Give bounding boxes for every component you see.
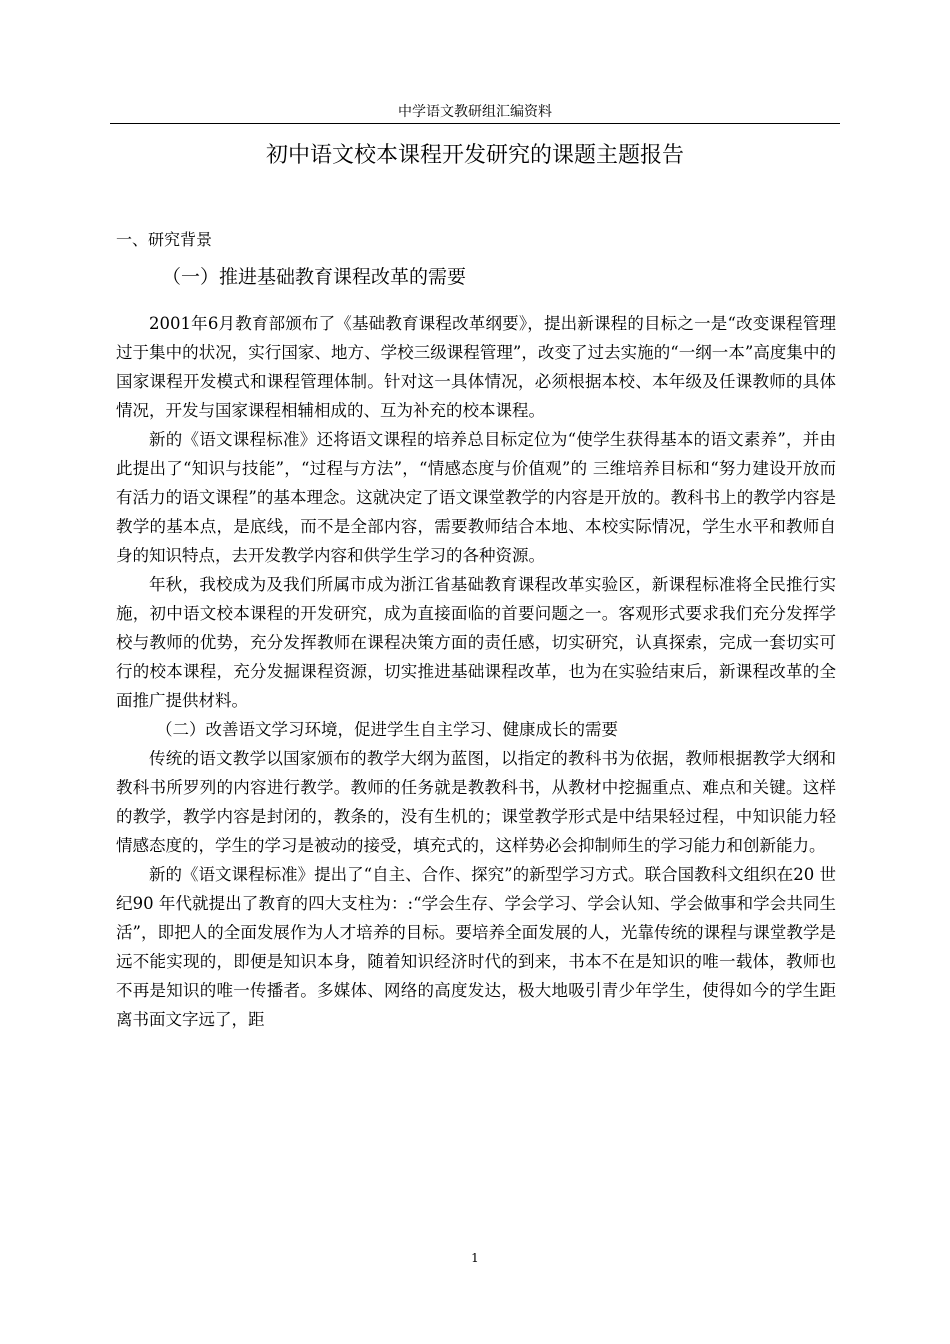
paragraph-5: 新的《语文课程标准》提出了“自主、合作、探究”的新型学习方式。联合国教科文组织在20 世纪90 年代就提出了教育的四大支柱为：:“学会生存、学会学习、学会认知、学会做事和学会共同生活”，即把人的全面发展作为人才培养的目标。要培养全面发展的人，光靠传统的课程与课堂教学是远不能实现的，即便是知识本身，随着知识经济时代的到来，书本不在是知识的唯一载体，教师也不再是知识的唯一传播者。多媒体、网络的高度发达，极大地吸引青少年学生，使得如今的学生距离书面文字远了，距: [116, 865, 836, 1029]
header-rule: [110, 123, 840, 124]
paragraph-3: 年秋，我校成为及我们所属市成为浙江省基础教育课程改革实验区，新课程标准将全民推行实施，初中语文校本课程的开发研究，成为直接面临的首要问题之一。客观形式要求我们充分发挥学校与教师的优势，充分发挥教师在课程决策方面的责任感，切实研究，认真探索，完成一套切实可行的校本课程，充分发掘课程资源，切实推进基础课程改革，也为在实验结束后，新课程改革的全面推广提供材料。: [116, 575, 836, 710]
paragraph-4: 传统的语文教学以国家颁布的教学大纲为蓝图，以指定的教科书为依据，教师根据教学大纲和教科书所罗列的内容进行教学。教师的任务就是教教科书，从教材中挖掘重点、难点和关键。这样的教学，教学内容是封闭的，教条的，没有生机的；课堂教学形式是中结果轻过程，中知识能力轻情感态度的，学生的学习是被动的接受，填充式的，这样势必会抑制师生的学习能力和创新能力。: [116, 749, 836, 855]
running-header: 中学语文教研组汇编资料: [398, 104, 552, 120]
paragraph-2: 新的《语文课程标准》还将语文课程的培养总目标定位为“使学生获得基本的语文素养”，并由此提出了“知识与技能”，“过程与方法”，“情感态度与价值观”的 三维培养目标和“努力建设开放而有活力的语文课程”的基本理念。这就决定了语文课堂教学的内容是开放的。教科书上的教学内容是教学的基本点，是底线，而不是全部内容，需要教师结合本地、本校实际情况，学生水平和教师自身的知识特点，去开发教学内容和供学生学习的各种资源。: [116, 430, 836, 565]
section-heading-research-background: 一、研究背景: [116, 230, 213, 249]
body-text: [116, 309, 836, 1034]
subsection-heading-1: （一）推进基础教育课程改革的需要: [162, 266, 467, 288]
paragraph-1: 2001年6月教育部颁布了《基础教育课程改革纲要》，提出新课程的目标之一是“改变课程管理过于集中的状况，实行国家、地方、学校三级课程管理”，改变了过去实施的“一纲一本”高度集中的国家课程开发模式和课程管理体制。针对这一具体情况，必须根据本校、本年级及任课教师的具体情况，开发与国家课程相辅相成的、互为补充的校本课程。: [116, 314, 836, 420]
document-title: 初中语文校本课程开发研究的课题主题报告: [265, 143, 684, 168]
subsection-heading-2: （二）改善语文学习环境，促进学生自主学习、健康成长的需要: [156, 720, 618, 739]
page-number: 1: [471, 1251, 479, 1265]
